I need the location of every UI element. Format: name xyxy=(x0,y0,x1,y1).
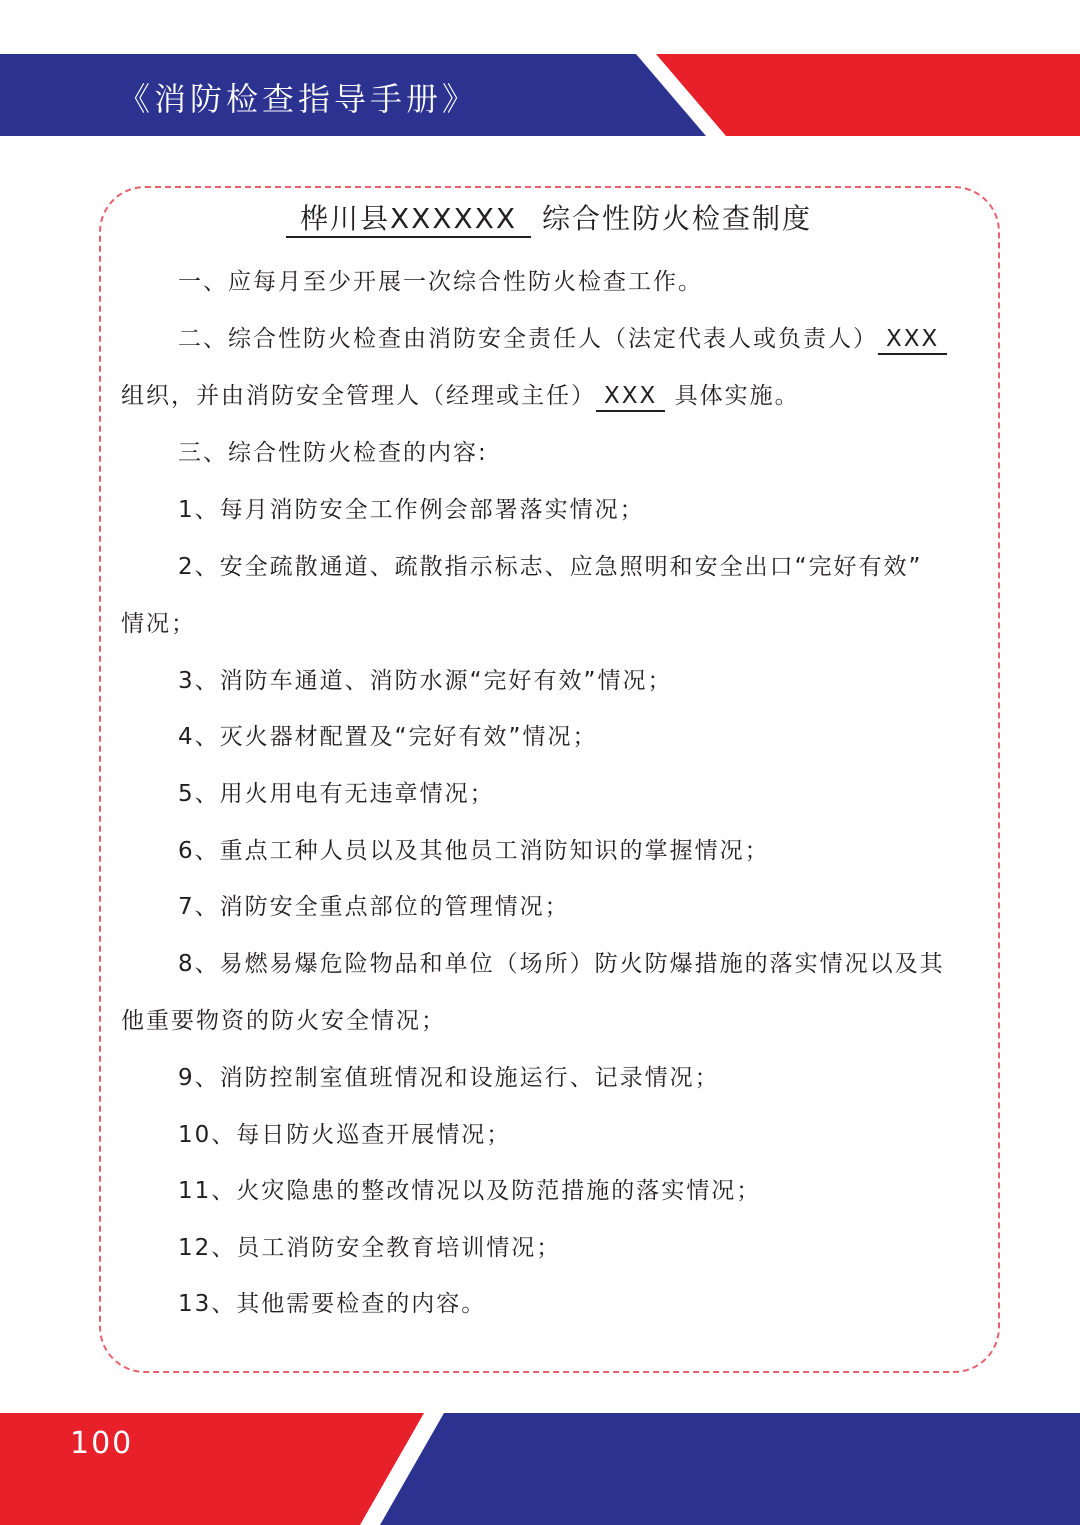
paragraph-3: 三、综合性防火检查的内容: xyxy=(178,440,488,466)
paragraph-1: 一、应每月至少开展一次综合性防火检查工作。 xyxy=(178,269,703,295)
footer-blue-band xyxy=(380,1413,1080,1525)
list-item-10: 10、每日防火巡查开展情况； xyxy=(178,1122,512,1148)
list-item-12: 12、员工消防安全教育培训情况； xyxy=(178,1235,562,1261)
book-title: 《消防检查指导手册》 xyxy=(118,80,479,118)
title-rest: 综合性防火检查制度 xyxy=(542,202,813,235)
list-item-8-line-1: 8、易燃易爆危险物品和单位（场所）防火防爆措施的落实情况以及其 xyxy=(178,951,945,977)
para2-text-1: 二、综合性防火检查由消防安全责任人（法定代表人或负责人） xyxy=(178,326,878,352)
list-item-5: 5、用火用电有无违章情况； xyxy=(178,781,495,807)
footer-band xyxy=(0,1410,1080,1525)
para2-text-3: 具体实施。 xyxy=(674,383,800,409)
list-item-11: 11、火灾隐患的整改情况以及防范措施的落实情况； xyxy=(178,1178,762,1204)
footer-stripes xyxy=(0,1410,1080,1525)
list-item-2-line-1: 2、安全疏散通道、疏散指示标志、应急照明和安全出口“完好有效” xyxy=(178,554,923,580)
list-item-3: 3、消防车通道、消防水源“完好有效”情况； xyxy=(178,668,673,694)
list-item-2-line-2: 情况； xyxy=(121,611,196,637)
list-item-9: 9、消防控制室值班情况和设施运行、记录情况； xyxy=(178,1065,720,1091)
page-number xyxy=(70,1428,133,1442)
manager-blank: XXX xyxy=(596,382,665,412)
header-red-band xyxy=(656,54,1080,136)
paragraph-2-line-2 xyxy=(121,380,800,412)
paragraph-2-line-1 xyxy=(178,323,947,355)
title-fill-blank: 桦川县XXXXXX xyxy=(286,202,531,238)
list-item-1: 1、每月消防安全工作例会部署落实情况； xyxy=(178,497,645,523)
list-item-8-line-2: 他重要物资的防火安全情况； xyxy=(121,1008,446,1034)
footer-red-band xyxy=(0,1413,424,1525)
document-title xyxy=(286,197,812,238)
list-item-4: 4、灭火器材配置及“完好有效”情况； xyxy=(178,724,598,750)
list-item-6: 6、重点工种人员以及其他员工消防知识的掌握情况； xyxy=(178,838,770,864)
para2-text-2: 组织，并由消防安全管理人（经理或主任） xyxy=(121,383,596,409)
list-item-7: 7、消防安全重点部位的管理情况； xyxy=(178,894,570,920)
responsible-person-blank: XXX xyxy=(878,325,947,355)
list-item-13: 13、其他需要检查的内容。 xyxy=(178,1291,487,1317)
